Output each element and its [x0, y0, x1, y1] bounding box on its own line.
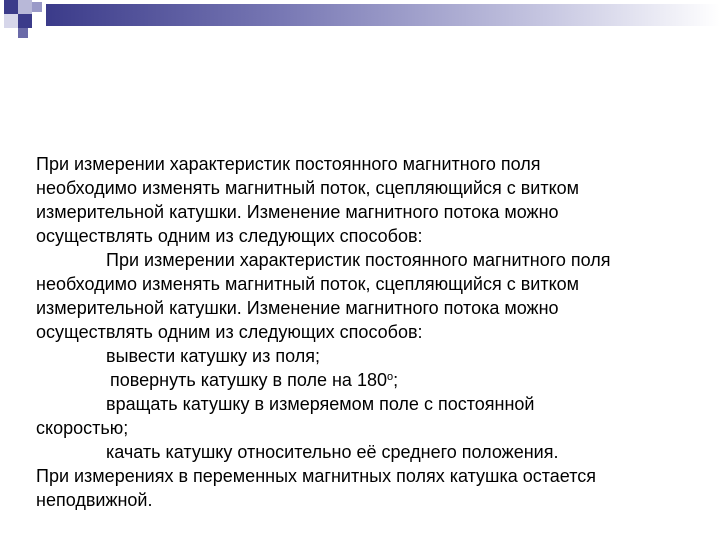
text-line: осуществлять одним из следующих способов:	[36, 322, 423, 342]
text-line: измерительной катушки. Изменение магнитного потока можно	[36, 298, 559, 318]
decor-square	[32, 2, 42, 12]
list-item	[36, 368, 696, 392]
text-line: необходимо изменять магнитный поток, сцепляющийся с витком	[36, 274, 580, 294]
text-line: необходимо изменять магнитный поток, сцепляющийся с витком	[36, 178, 580, 198]
degree-superscript: o	[386, 371, 394, 383]
list-item: вращать катушку в измеряемом поле с постоянной	[106, 394, 535, 414]
text-line: При измерении характеристик постоянного магнитного поля	[106, 250, 611, 270]
list-item: качать катушку относительно её среднего положения.	[106, 442, 559, 462]
list-item-punct: ;	[393, 370, 399, 390]
decor-square	[18, 0, 32, 14]
text-line: неподвижной.	[36, 490, 153, 510]
decor-square	[4, 14, 18, 28]
list-item-text: повернуть катушку в поле на 180	[110, 370, 387, 390]
list-item: вывести катушку из поля;	[106, 346, 320, 366]
text-line: измерительной катушки. Изменение магнитного потока можно	[36, 202, 559, 222]
decor-square	[4, 0, 18, 14]
decor-square	[18, 14, 32, 28]
text-line: скоростью;	[36, 418, 129, 438]
text-line: осуществлять одним из следующих способов:	[36, 226, 423, 246]
decor-square	[18, 28, 28, 38]
text-line: При измерении характеристик постоянного магнитного поля	[36, 154, 541, 174]
text-line: При измерениях в переменных магнитных полях катушка остается	[36, 466, 597, 486]
slide-header-decoration	[0, 0, 720, 40]
slide-body-text	[36, 152, 696, 512]
header-gradient-bar	[46, 4, 720, 26]
